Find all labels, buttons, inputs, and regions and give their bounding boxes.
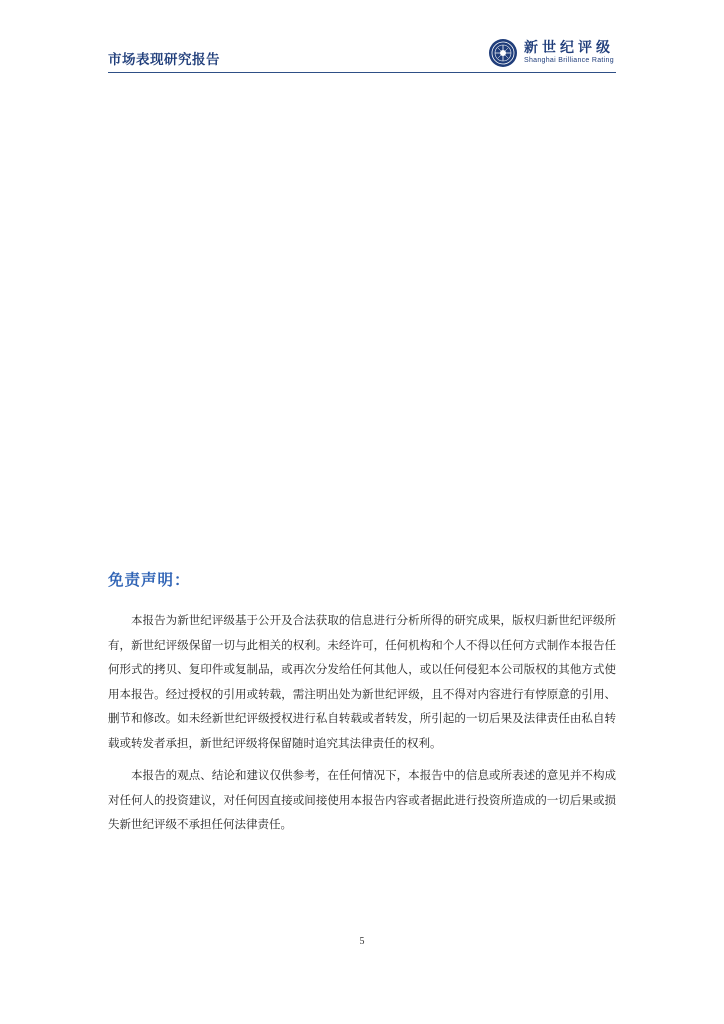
report-title: 市场表现研究报告 [108, 52, 220, 68]
disclaimer-heading: 免责声明： [108, 571, 191, 589]
seal-logo-icon [488, 38, 518, 68]
disclaimer-paragraph-copyright: 本报告为新世纪评级基于公开及合法获取的信息进行分析所得的研究成果，版权归新世纪评级所有，新世纪评级保留一切与此相关的权利。未经许可，任何机构和个人不得以任何方式制作本报告任何形式的拷贝、复印件或复制品，或再次分发给任何其他人，或以任何侵犯本公司版权的其他方式使用本报告。经过授权的引用或转载，需注明出处为新世纪评级，且不得对内容进行有悖原意的引用、删节和修改。如未经新世纪评级授权进行私自转载或者转发，所引起的一切后果及法律责任由私自转载或转发者承担，新世纪评级将保留随时追究其法律责任的权利。 [108, 613, 616, 750]
disclaimer-section [108, 568, 616, 845]
logo-name-en: Shanghai Brilliance Rating [524, 57, 614, 64]
company-logo [488, 36, 614, 70]
page-header [108, 30, 616, 73]
logo-name-cn: 新世纪评级 [524, 40, 614, 56]
disclaimer-paragraph-liability: 本报告的观点、结论和建议仅供参考，在任何情况下，本报告中的信息或所表述的意见并不构成对任何人的投资建议，对任何因直接或间接使用本报告内容或者据此进行投资所造成的一切后果或损失新世纪评级不承担任何法律责任。 [108, 768, 616, 831]
page-number: 5 [359, 936, 365, 947]
